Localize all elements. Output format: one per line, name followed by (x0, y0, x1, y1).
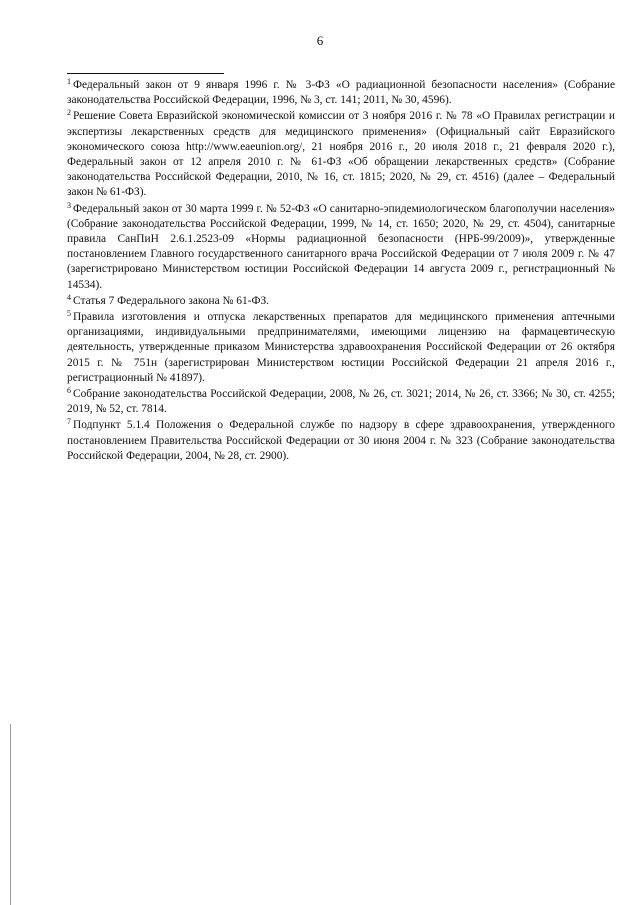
footnote-6 (67, 387, 615, 417)
footnote-marker: 3 (67, 200, 71, 210)
footnote-4 (67, 294, 615, 309)
scan-edge-mark (10, 724, 11, 905)
footnote-marker: 7 (67, 417, 71, 427)
footnote-marker: 4 (67, 292, 71, 302)
footnote-text: Правила изготовления и отпуска лекарственных препаратов для медицинского применения аптечными организациями, индивидуальными предпринимателями, имеющими лицензию на фармацевтическую деятельность, утвержденные приказом Министерства здравоохранения Российской Федерации от 26 октября 2015 г. № 751н (зарегистрирован Министерством юстиции Российской Федерации 21 апреля 2016 г., регистрационный № 41897). (67, 311, 615, 384)
footnote-marker: 1 (67, 77, 71, 86)
footnote-1 (67, 78, 615, 108)
footnote-separator (67, 73, 224, 74)
page-number: 6 (316, 33, 324, 48)
footnote-text: Подпункт 5.1.4 Положения о Федеральной службе по надзору в сфере здравоохранения, утвержденного постановлением Правительства Российской Федерации от 30 июня 2004 г. № 323 (Собрание законодательства Российской Федерации, 2004, № 28, ст. 2900). (67, 419, 615, 462)
footnote-7 (67, 418, 615, 464)
footnote-text: Решение Совета Евразийской экономической комиссии от 3 ноября 2016 г. № 78 «О Правилах регистрации и экспертизы лекарственных средств для медицинского применения» (Официальный сайт Евразийского экономического союза http://www.eaeunion.org/, 21 ноября 2016 г., 20 июля 2018 г., 21 февраля 2020 г.), Федеральный закон от 12 апреля 2010 г. № 61-ФЗ «Об обращении лекарственных средств» (Собрание законодательства Российской Федерации, 2010, № 16, ст. 1815; 2020, № 29, ст. 4516) (далее – Федеральный закон № 61-ФЗ). (67, 110, 615, 199)
footnote-2 (67, 109, 615, 200)
footnote-text: Статья 7 Федерального закона № 61-ФЗ. (73, 294, 269, 307)
footnote-marker: 2 (67, 108, 71, 118)
footnotes (67, 78, 615, 465)
footnote-text: Федеральный закон от 9 января 1996 г. № 3-ФЗ «О радиационной безопасности населения» (Собрание законодательства Российской Федерации, 1996, № 3, ст. 141; 2011, № 30, 4596). (67, 79, 615, 107)
footnote-text: Собрание законодательства Российской Федерации, 2008, № 26, ст. 3021; 2014, № 26, ст. 3366; № 30, ст. 4255; 2019, № 52, ст. 7814. (67, 388, 615, 416)
footnote-5 (67, 310, 615, 386)
footnote-text: Федеральный закон от 30 марта 1999 г. № 52-ФЗ «О санитарно-эпидемиологическом благополучии населения» (Собрание законодательства Российской Федерации, 1999, № 14, ст. 1650; 2020, № 29, ст. 4504), санитарные правила СанПиН 2.6.1.2523-09 «Нормы радиационной безопасности (НРБ-99/2009)», утвержденные постановлением Главного государственного санитарного врача Российской Федерации от 7 июля 2009 г. № 47 (зарегистрировано Министерством юстиции Российской Федерации 14 августа 2009 г., регистрационный № 14534). (67, 202, 615, 291)
footnote-marker: 5 (67, 309, 71, 319)
footnote-marker: 6 (67, 386, 71, 396)
footnote-3 (67, 202, 615, 293)
